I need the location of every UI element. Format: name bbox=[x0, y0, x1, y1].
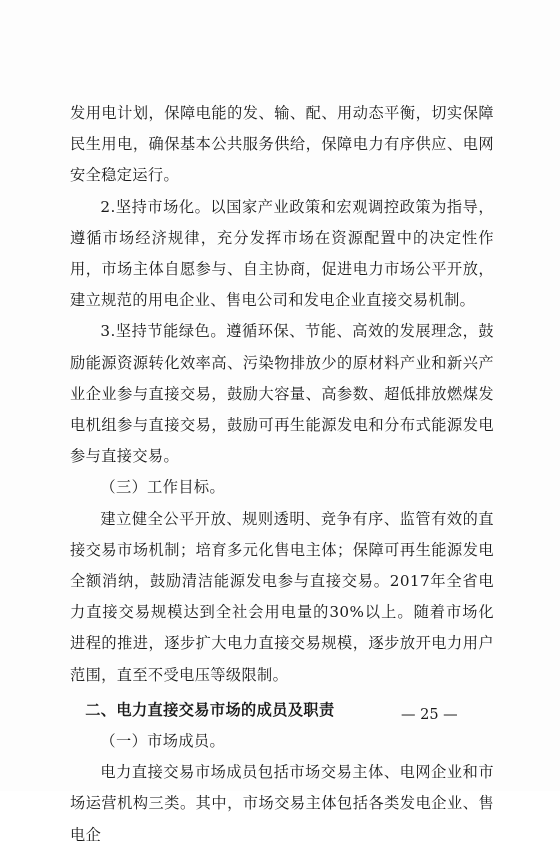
paragraph-market-orientation: 2.坚持市场化。以国家产业政策和宏观调控政策为指导，遵循市场经济规律，充分发挥市场在资源配置中的决定性作用，市场主体自愿参与、自主协商，促进电力市场公平开放，建立规范的用电企业、售电公司和发电企业直接交易机制。 bbox=[70, 197, 494, 310]
paragraph-market-members: 电力直接交易市场成员包括市场交易主体、电网企业和市场运营机构三类。其中，市场交易主体包括各类发电企业、售电企 bbox=[70, 763, 494, 844]
subheading-work-goals: （三）工作目标。 bbox=[100, 478, 226, 497]
paragraph-continuation: 发用电计划，保障电能的发、输、配、用动态平衡，切实保障民生用电，确保基本公共服务供给，保障电力有序供应、电网安全稳定运行。 bbox=[70, 104, 494, 185]
paragraph-energy-saving: 3.坚持节能绿色。遵循环保、节能、高效的发展理念，鼓励能源资源转化效率高、污染物排放少的原材料产业和新兴产业企业参与直接交易，鼓励大容量、高参数、超低排放燃煤发电机组参与直接交易，鼓励可再生能源发电和分布式能源发电参与直接交易。 bbox=[70, 322, 494, 466]
paragraph-work-goals: 建立健全公平开放、规则透明、竞争有序、监管有效的直接交易市场机制；培育多元化售电主体；保障可再生能源发电全额消纳，鼓励清洁能源发电参与直接交易。2017年全省电力直接交易规模达到全社会用电量的30%以上。随着市场化进程的推进，逐步扩大电力直接交易规模，逐步放开电力用户范围，直至不受电压等级限制。 bbox=[70, 509, 494, 684]
section-heading: 二、电力直接交易市场的成员及职责 bbox=[85, 700, 335, 719]
subheading-market-members: （一）市场成员。 bbox=[100, 732, 226, 751]
page-number: — 25 — bbox=[401, 707, 458, 723]
document-body bbox=[70, 98, 494, 851]
